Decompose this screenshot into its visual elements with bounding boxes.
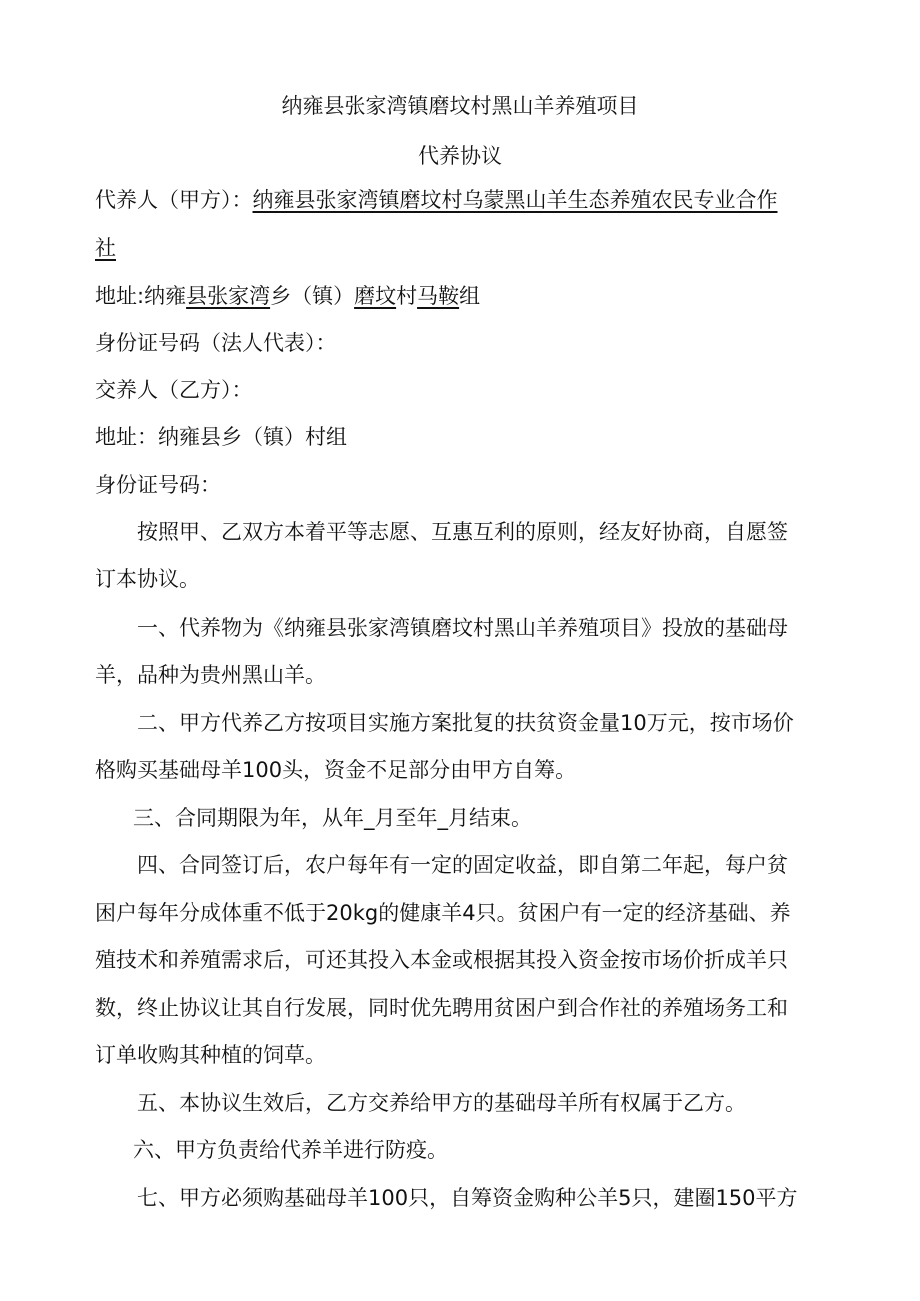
- party-a-line-2: [95, 234, 855, 262]
- paragraph-line: 七、甲方必须购基础母羊100只，自筹资金购种公羊5只，建圈150平方: [137, 1186, 798, 1210]
- address-a-town: 乡（镇）: [270, 284, 355, 308]
- paragraph-line: 数，终止协议让其自行发展，同时优先聘用贫困户到合作社的养殖场务工和: [95, 996, 788, 1020]
- party-a-line: [95, 186, 855, 214]
- paragraph-line: 订本协议。: [95, 567, 200, 591]
- address-b-line: 地址：纳雍县乡（镇）村组: [95, 425, 347, 449]
- paragraph-line: 三、合同期限为年，从年_月至年_月结束。: [133, 806, 532, 830]
- document-subtitle: 代养协议: [418, 144, 502, 168]
- address-a-group: 马鞍: [417, 284, 460, 308]
- paragraph-line: 羊，品种为贵州黑山羊。: [95, 663, 326, 687]
- address-a-line: [95, 282, 855, 310]
- address-a-prefix: 地址:纳雍: [95, 284, 187, 308]
- paragraph-line: 四、合同签订后，农户每年有一定的固定收益，即自第二年起，每户贫: [137, 853, 788, 877]
- paragraph-line: 一、代养物为《纳雍县张家湾镇磨坟村黑山羊养殖项目》投放的基础母: [137, 616, 788, 640]
- address-a-village: 磨坟: [354, 284, 397, 308]
- address-a-group-suffix: 组: [459, 284, 481, 308]
- party-a-label: 代养人（甲方）：: [95, 188, 253, 212]
- paragraph-line: 格购买基础母羊100头，资金不足部分由甲方自筹。: [95, 758, 577, 782]
- address-a-county: 县张家湾: [186, 284, 271, 308]
- id-a-line: 身份证号码（法人代表）：: [95, 331, 337, 355]
- document-title: 纳雍县张家湾镇磨坟村黑山羊养殖项目: [281, 94, 639, 118]
- party-a-name: 纳雍县张家湾镇磨坟村乌蒙黑山羊生态养殖农民专业合作: [252, 188, 778, 212]
- address-a-village-suffix: 村: [396, 284, 418, 308]
- paragraph-line: 订单收购其种植的饲草。: [95, 1043, 326, 1067]
- id-b-line: 身份证号码：: [95, 473, 221, 497]
- paragraph-line: 六、甲方负责给代养羊进行防疫。: [133, 1138, 448, 1162]
- party-b-line: 交养人（乙方）：: [95, 378, 253, 402]
- paragraph-line: 按照甲、乙双方本着平等志愿、互惠互利的原则，经友好协商，自愿签: [137, 520, 788, 544]
- paragraph-line: 五、本协议生效后，乙方交养给甲方的基础母羊所有权属于乙方。: [137, 1091, 746, 1115]
- paragraph-line: 困户每年分成体重不低于20kg的健康羊4只。贫困户有一定的经济基础、养: [95, 901, 791, 925]
- paragraph-line: 二、甲方代养乙方按项目实施方案批复的扶贫资金量10万元，按市场价: [137, 711, 794, 735]
- paragraph-line: 殖技术和养殖需求后，可还其投入本金或根据其投入资金按市场价折成羊只: [95, 948, 788, 972]
- party-a-name-cont: 社: [95, 236, 116, 260]
